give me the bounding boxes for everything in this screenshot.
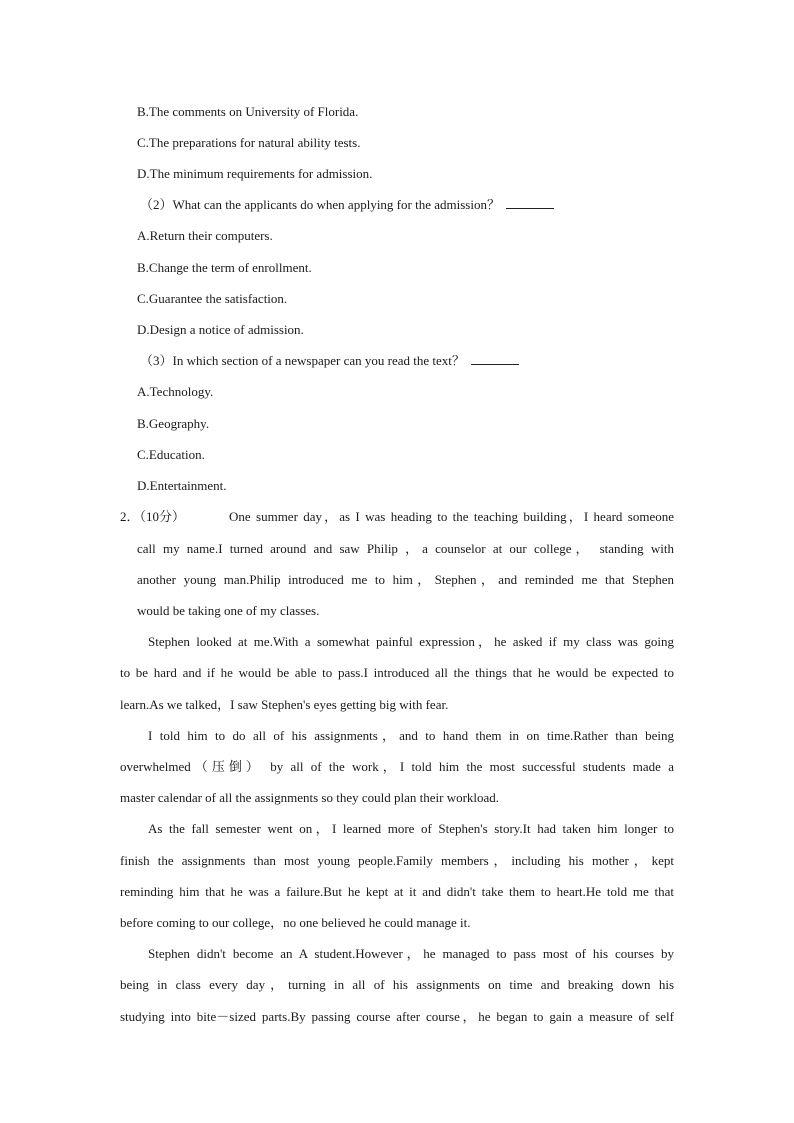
sub-question-2-text: （2）What can the applicants do when applying for the admission？ [140, 197, 500, 212]
option-d-q2: D.Design a notice of admission. [137, 322, 304, 337]
option-b-q1: B.The comments on University of Florida. [137, 104, 359, 119]
option-a-q3: A.Technology. [137, 384, 214, 399]
sub-question-3-text: （3）In which section of a newspaper can you read the text？ [140, 353, 465, 368]
passage-line: reminding him that he was a failure.But he kept at it and didn't take them to heart.He told me that [120, 884, 674, 899]
passage-line: finish the assignments than most young people.Family members，including his mother，kept [120, 853, 674, 868]
passage-line: would be taking one of my classes. [137, 603, 320, 618]
passage-line: to be hard and if he would be able to pass.I introduced all the things that he would be expected to [120, 665, 674, 680]
passage-line: master calendar of all the assignments so they could plan their workload. [120, 790, 500, 805]
passage-line: As the fall semester went on，I learned more of Stephen's story.It had taken him longer to [148, 821, 674, 836]
passage-line: before coming to our college，no one believed he could manage it. [120, 915, 471, 930]
answer-blank-3 [471, 352, 519, 365]
option-b-q2: B.Change the term of enrollment. [137, 260, 312, 275]
passage-line: studying into bite－sized parts.By passing course after course，he began to gain a measure of self [120, 1009, 674, 1024]
passage-line: I told him to do all of his assignments，and to hand them in on time.Rather than being [148, 728, 674, 743]
passage-line: One summer day，as I was heading to the teaching building，I heard someone [229, 509, 674, 524]
question-2-number: 2．（10分） [120, 509, 186, 524]
option-c-q3: C.Education. [137, 447, 205, 462]
passage-line: Stephen didn't become an A student.However，he managed to pass most of his courses by [148, 946, 674, 961]
passage-line: learn.As we talked，I saw Stephen's eyes getting big with fear. [120, 697, 449, 712]
sub-question-3 [140, 351, 519, 371]
sub-question-2 [140, 195, 554, 215]
passage-line: overwhelmed（压倒） by all of the work，I told him the most successful students made a [120, 759, 674, 774]
option-c-q2: C.Guarantee the satisfaction. [137, 291, 288, 306]
passage-line: Stephen looked at me.With a somewhat painful expression，he asked if my class was going [148, 634, 674, 649]
option-c-q1: C.The preparations for natural ability tests. [137, 135, 361, 150]
passage-line: another young man.Philip introduced me to him，Stephen，and reminded me that Stephen [137, 572, 674, 587]
passage-line: being in class every day，turning in all of his assignments on time and breaking down his [120, 977, 674, 992]
answer-blank-2 [506, 196, 554, 209]
option-a-q2: A.Return their computers. [137, 228, 273, 243]
option-d-q3: D.Entertainment. [137, 478, 227, 493]
option-d-q1: D.The minimum requirements for admission. [137, 166, 373, 181]
option-b-q3: B.Geography. [137, 416, 210, 431]
passage-line: call my name.I turned around and saw Philip ，a counselor at our college， standing with [137, 541, 674, 556]
